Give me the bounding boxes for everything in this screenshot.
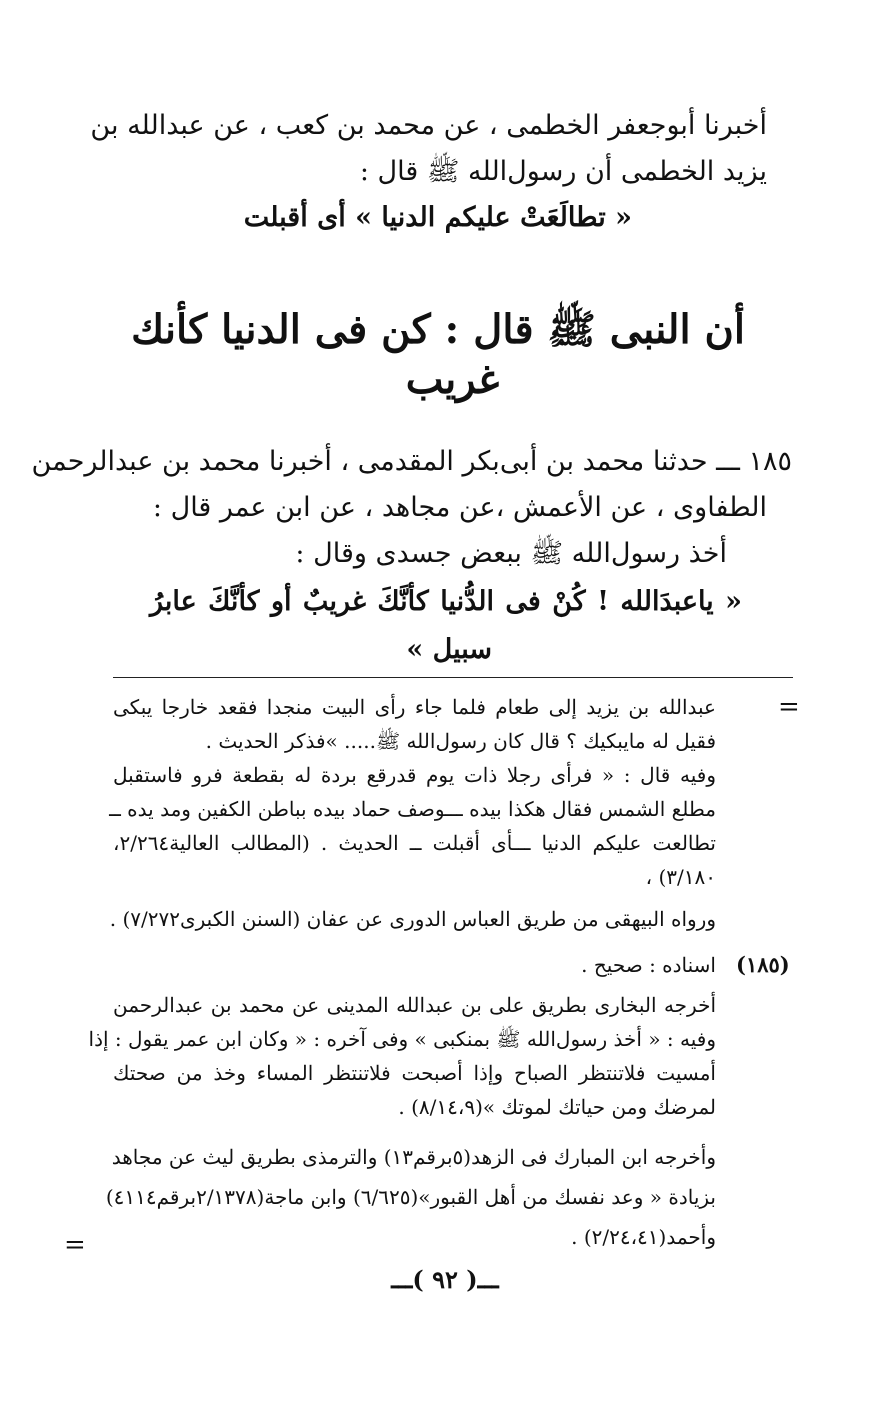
prev-note-line-2: فقيل له مايبكيك ؟ قال كان رسول‌الله ﷺ..... »فذكر الحديث . bbox=[205, 729, 716, 753]
prev-note-line-5: تطالعت عليكم الدنيا ـــأى أقبلت ــ الحديث . (المطالب العالية٢/٢٦٤، bbox=[113, 831, 716, 855]
note-185-line-3: وفيه : « أخذ رسول‌الله ﷺ بمنكبى » وفى آخره : « وكان ابن عمر يقول : إذا bbox=[88, 1027, 716, 1051]
chapter-title-line-2: غريب bbox=[405, 356, 500, 403]
note-185-line-5: لمرضك ومن حياتك لموتك »(٨/١٤،٩) . bbox=[398, 1095, 716, 1119]
hadith-185-line-1: ١٨٥ ـــ حدثنا محمد بن أبى‌بكر المقدمى ، أخبرنا محمد بن عبدالرحمن bbox=[31, 446, 792, 477]
hadith-185-line-3: أخذ رسول‌الله ﷺ ببعض جسدى وقال : bbox=[295, 538, 727, 569]
section-a-line-2: يزيد الخطمى أن رسول‌الله ﷺ قال : bbox=[359, 156, 767, 187]
chapter-title-line-1: أن النبى ﷺ قال : كن فى الدنيا كأنك bbox=[131, 306, 745, 353]
prev-note-line-6: ٣/١٨٠) ، bbox=[645, 865, 716, 889]
hadith-185-quote-line-1: « ياعبدَالله ! كُنْ فى الدُّنيا كأنَّكَ غريبٌ أو كأنَّكَ عابرُ bbox=[150, 586, 742, 617]
note-185-line-4: أمسيت فلاتنتظر الصباح وإذا أصبحت فلاتنتظر المساء وخذ من صحتك bbox=[113, 1061, 716, 1085]
note-185-line-7: بزيادة « وعد نفسك من أهل القبور»(٦/٦٢٥) وابن ماجة(٢/١٣٧٨برقم٤١١٤) bbox=[105, 1185, 716, 1209]
note-185-line-1: اسناده : صحيح . bbox=[581, 953, 716, 977]
section-a-quote: « تطالَعَتْ عليكم الدنيا » أى أقبلت bbox=[243, 202, 632, 233]
prev-note-line-1: عبدالله بن يزيد إلى طعام فلما جاء رأى البيت منجدا فقعد خارجا يبكى bbox=[113, 695, 716, 719]
prev-note-line-4: مطلع الشمس فقال هكذا بيده ـــوصف حماد بيده بباطن الكفين ومد يده ــ bbox=[109, 797, 716, 821]
footnote-divider bbox=[113, 677, 793, 678]
prev-note-line-3: وفيه قال : « فرأى رجلا ذات يوم قدرقع بردة له بقطعة فرو فاستقبل bbox=[113, 763, 716, 787]
note-185-line-6: وأخرجه ابن المبارك فى الزهد(٥برقم١٣) والترمذى بطريق ليث عن مجاهد bbox=[111, 1145, 716, 1169]
end-continuation-mark: = bbox=[64, 1230, 86, 1260]
prev-note-line-7: ورواه البيهقى من طريق العباس الدورى عن عفان (السنن الكبرى٧/٢٧٢) . bbox=[109, 907, 716, 931]
page-number: ـــ( ٩٢ )ـــ bbox=[391, 1265, 499, 1294]
hadith-185-line-2: الطفاوى ، عن الأعمش ،عن مجاهد ، عن ابن عمر قال : bbox=[152, 492, 767, 523]
hadith-185-quote-line-2: سبيل » bbox=[406, 634, 492, 665]
note-185-line-2: أخرجه البخارى بطريق على بن عبدالله المدينى عن محمد بن عبدالرحمن bbox=[113, 993, 716, 1017]
note-185-line-8: وأحمد(٢/٢٤،٤١) . bbox=[571, 1225, 716, 1249]
footnote-185-label: (١٨٥) bbox=[736, 952, 790, 977]
continuation-mark: = bbox=[778, 692, 800, 722]
section-a-line-1: أخبرنا أبوجعفر الخطمى ، عن محمد بن كعب ، عن عبدالله بن bbox=[90, 110, 767, 141]
